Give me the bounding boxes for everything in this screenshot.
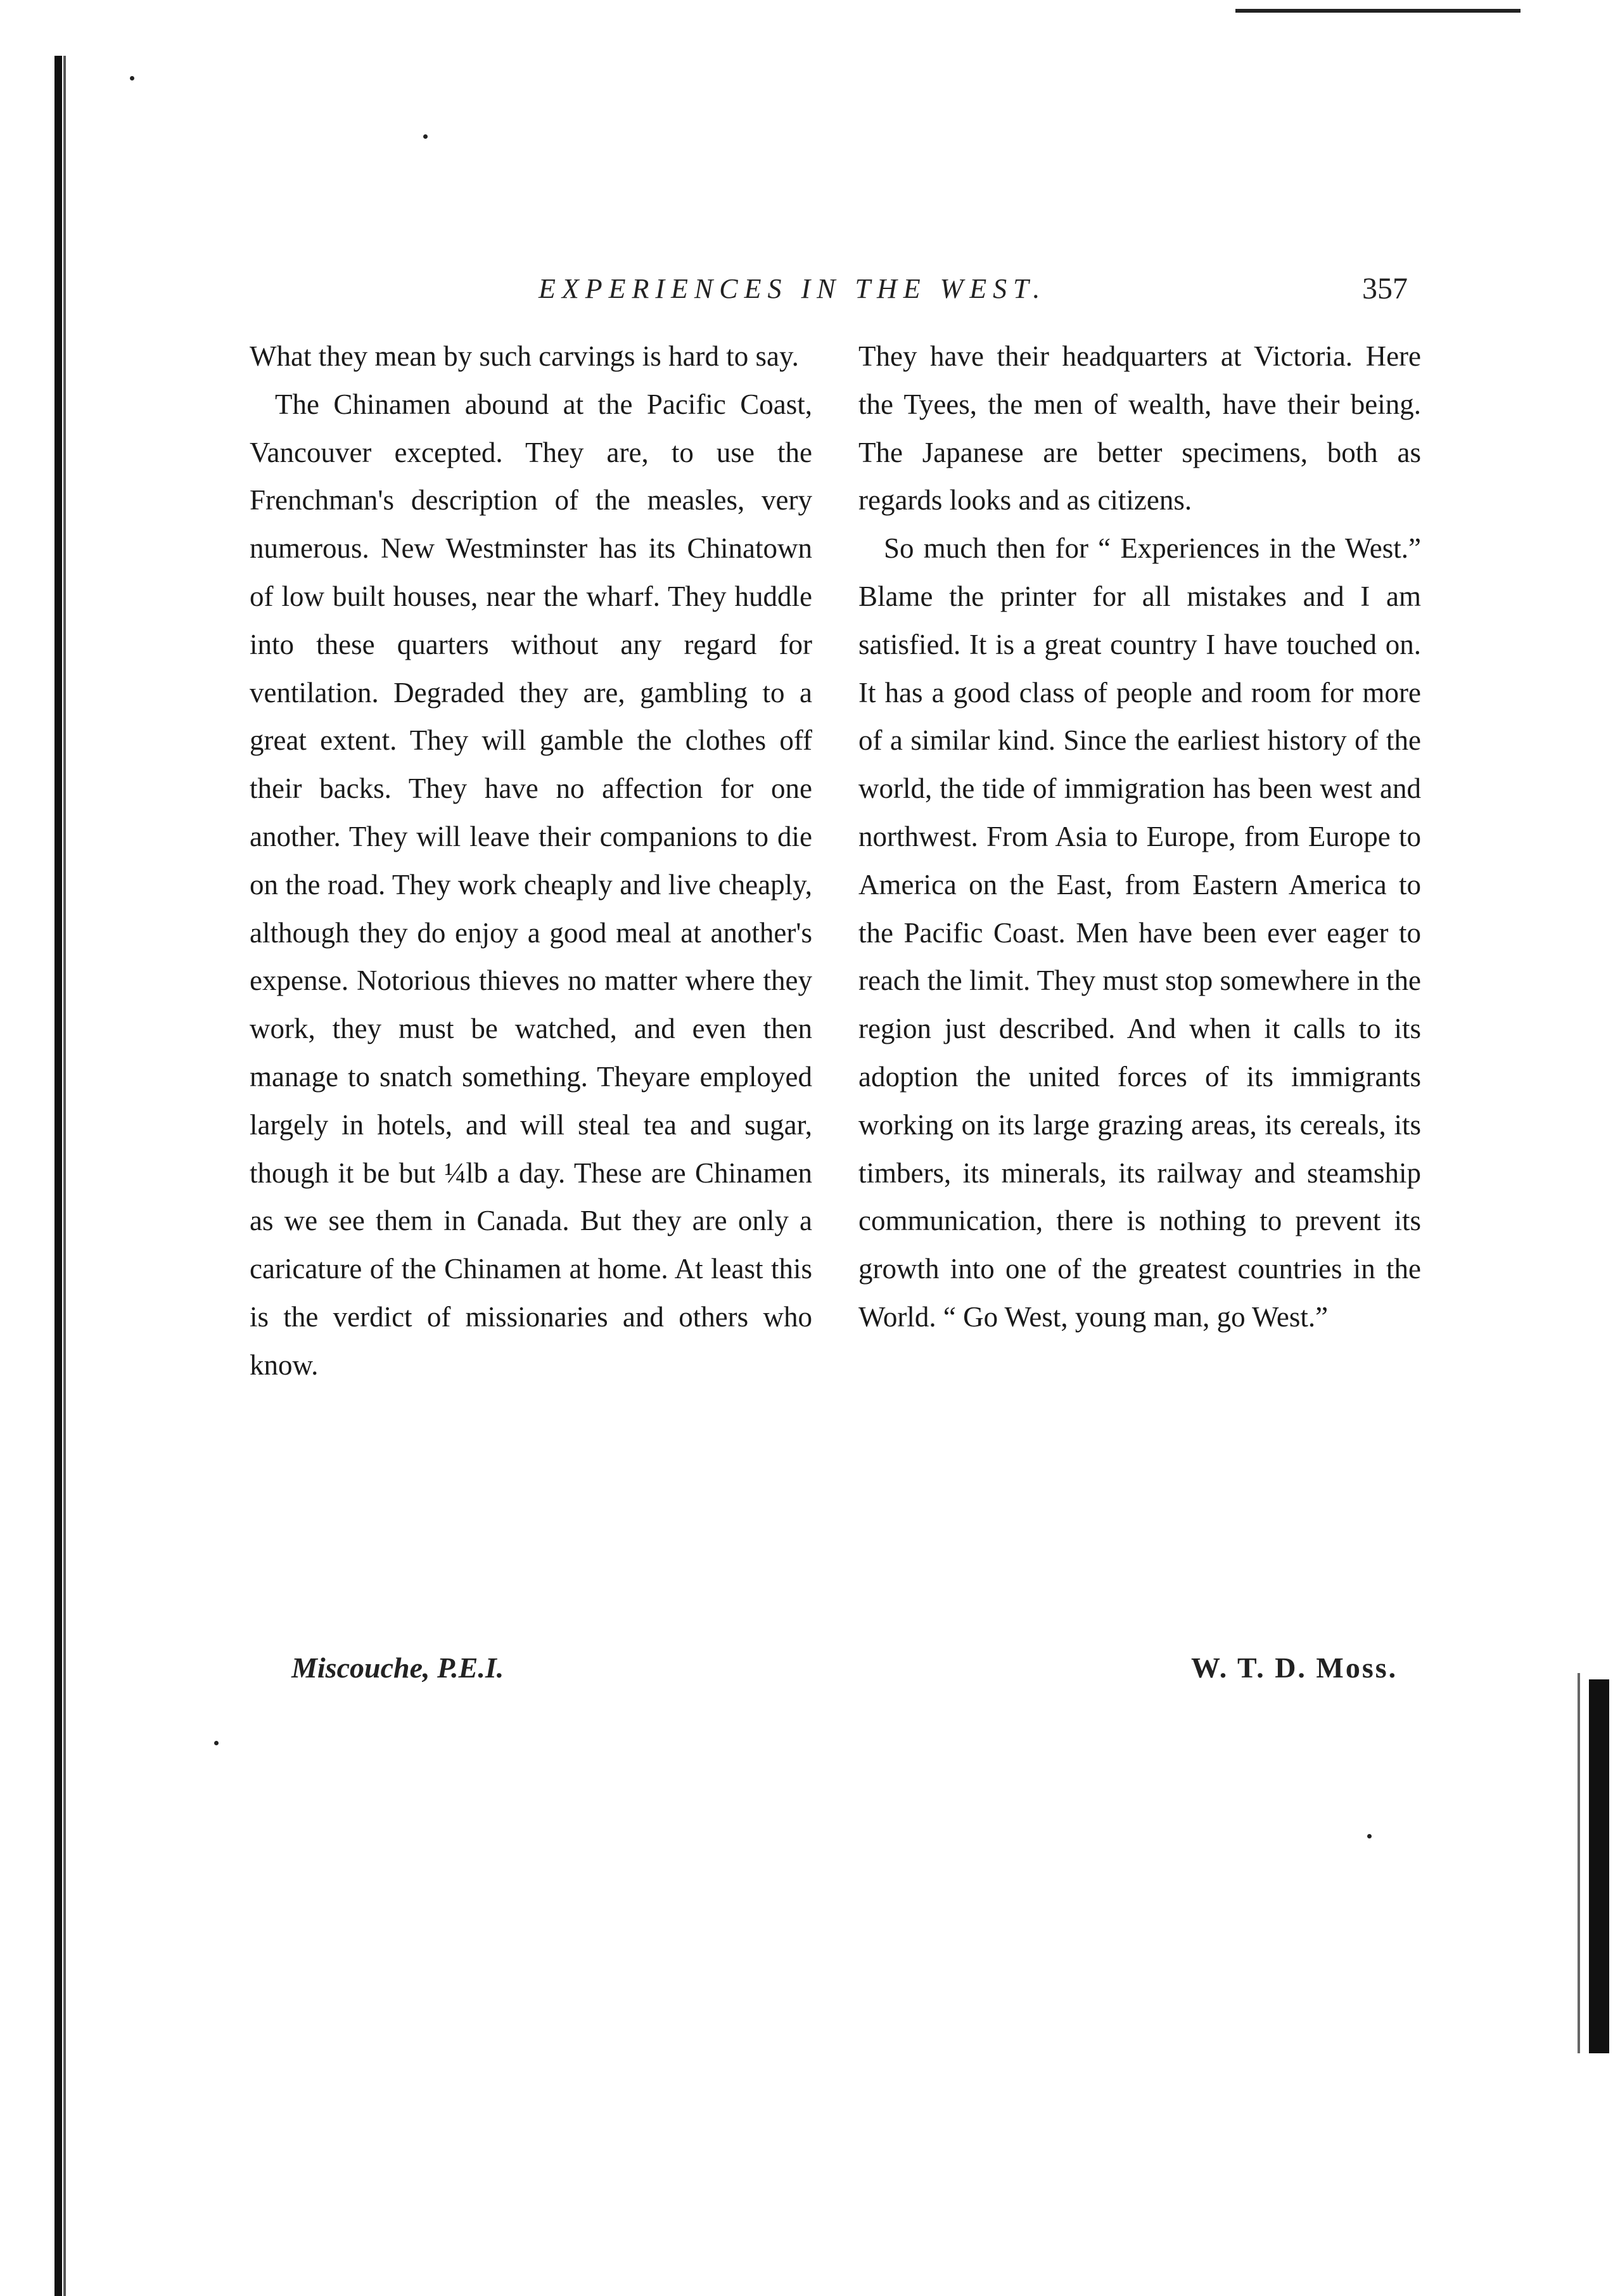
paragraph: So much then for “ Experiences in the West.” Blame the printer for all mistakes and I am satisfied. It is a great country I have touched on. It has a good class of people and room for more of a similar kind. Since the earliest history of the world, the tide of immigration has been west and northwest. From Asia to Europe, from Europe to America on the East, from Eastern America to the Pacific Coast. Men have been ever eager to reach the limit. They must stop somewhere in the region just described. And when it calls to its adoption the united forces of its immigrants working on its large grazing areas, its cereals, its timbers, its minerals, its railway and steamship communication, there is nothing to prevent its growth into one of the greatest countries in the World. “ Go West, young man, go West.” — [858, 532, 1421, 1333]
running-head: EXPERIENCES IN THE WEST. — [539, 273, 1047, 304]
scan-speck — [130, 76, 134, 80]
paragraph: They have their headquarters at Victoria. Here the Tyees, the men of wealth, have their being. The Japanese are better specimens, both as regards looks and as citizens. — [858, 340, 1421, 516]
right-column — [858, 333, 1421, 1342]
scan-edge-shadow-right — [1589, 1679, 1609, 2053]
paragraph: The Chinamen abound at the Pacific Coast, Vancouver excepted. They are, to use the Frenchman's description of the measles, very numerous. New Westminster has its Chinatown of low built houses, near the wharf. They huddle into these quarters without any regard for ventilation. Degraded they are, gambling to a great extent. They will gamble the clothes off their backs. They have no affection for one another. They will leave their companions to die on the road. They work cheaply and live cheaply, although they do enjoy a good meal at another's expense. Notorious thieves no matter where they work, they must be watched, and even then manage to snatch something. Theyare employed largely in hotels, and will steal tea and sugar, though it be but ¼lb a day. These are Chinamen as we see them in Canada. But they are only a caricature of the Chinamen at home. At least this is the verdict of missionaries and others who know. — [250, 388, 812, 1381]
scan-edge-line — [1235, 9, 1521, 13]
scan-binding-shadow-left-edge — [63, 56, 66, 2296]
author-signature: W. T. D. Moss. — [1191, 1651, 1398, 1684]
paragraph: What they mean by such carvings is hard to say. — [250, 340, 799, 372]
scan-speck — [423, 134, 428, 139]
scan-binding-shadow-left — [54, 56, 62, 2296]
scan-speck — [1367, 1834, 1372, 1838]
scan-speck — [214, 1741, 219, 1745]
scan-edge-shadow-right-edge — [1578, 1673, 1580, 2053]
place-signature: Miscouche, P.E.I. — [291, 1651, 504, 1684]
left-column — [250, 333, 812, 1390]
page-number: 357 — [1362, 272, 1408, 305]
